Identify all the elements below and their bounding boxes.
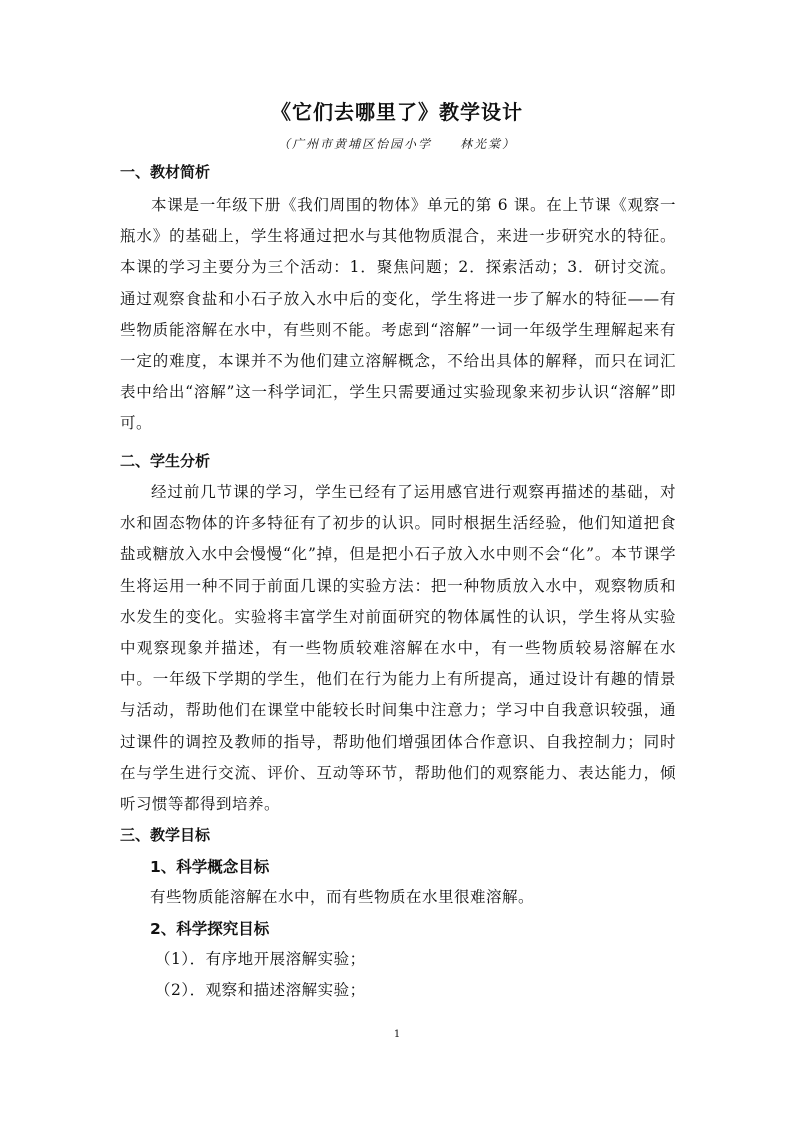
goal-heading-inquiry: 2、科学探究目标 — [150, 920, 270, 938]
section-heading-goals: 三、教学目标 — [120, 826, 211, 844]
section-heading-materials: 一、教材简析 — [120, 163, 211, 181]
page-number: 1 — [393, 1029, 401, 1040]
section-paragraph-students: 经过前几节课的学习，学生已经有了运用感官进行观察再描述的基础，对水和固态物体的许多特征有了初步的认识。同时根据生活经验，他们知道把食盐或糖放入水中会慢慢“化”掉，但是把小石子放入水中则不会“化”。本节课学生将运用一种不同于前面几课的实验方法：把一种物质放入水中，观察物质和水发生的变化。实验将丰富学生对前面研究的物体属性的认识，学生将从实验中观察现象并描述，有一些物质较难溶解在水中，有一些物质较易溶解在水中。一年级下学期的学生，他们在行为能力上有所提高，通过设计有趣的情景与活动，帮助他们在课堂中能较长时间集中注意力；学习中自我意识较强，通过课件的调控及教师的指导，帮助他们增强团体合作意识、自我控制力；同时在与学生进行交流、评价、互动等环节，帮助他们的观察能力、表达能力，倾听习惯等都得到培养。 — [120, 483, 676, 814]
goal-item-2: （2）．观察和描述溶解实验； — [155, 981, 366, 999]
goal-heading-concept: 1、科学概念目标 — [150, 858, 270, 876]
section-heading-students: 二、学生分析 — [120, 452, 211, 470]
document-title: 《它们去哪里了》教学设计 — [271, 100, 523, 124]
section-paragraph-materials: 本课是一年级下册《我们周围的物体》单元的第 6 课。在上节课《观察一瓶水》的基础上，学生将通过把水与其他物质混合，来进一步研究水的特征。本课的学习主要分为三个活动：1．聚焦问题；2．探索活动；3．研讨交流。通过观察食盐和小石子放入水中后的变化，学生将进一步了解水的特征——有些物质能溶解在水中，有些则不能。考虑到“溶解”一词一年级学生理解起来有一定的难度，本课并不为他们建立溶解概念，不给出具体的解释，而只在词汇表中给出“溶解”这一科学词汇，学生只需要通过实验现象来初步认识“溶解”即可。 — [120, 196, 676, 433]
goal-item-1: （1）．有序地开展溶解实验； — [155, 950, 366, 968]
author-line: （广州市黄埔区怡园小学 林光棠） — [277, 137, 516, 151]
goal-text-concept: 有些物质能溶解在水中，而有些物质在水里很难溶解。 — [150, 888, 535, 906]
